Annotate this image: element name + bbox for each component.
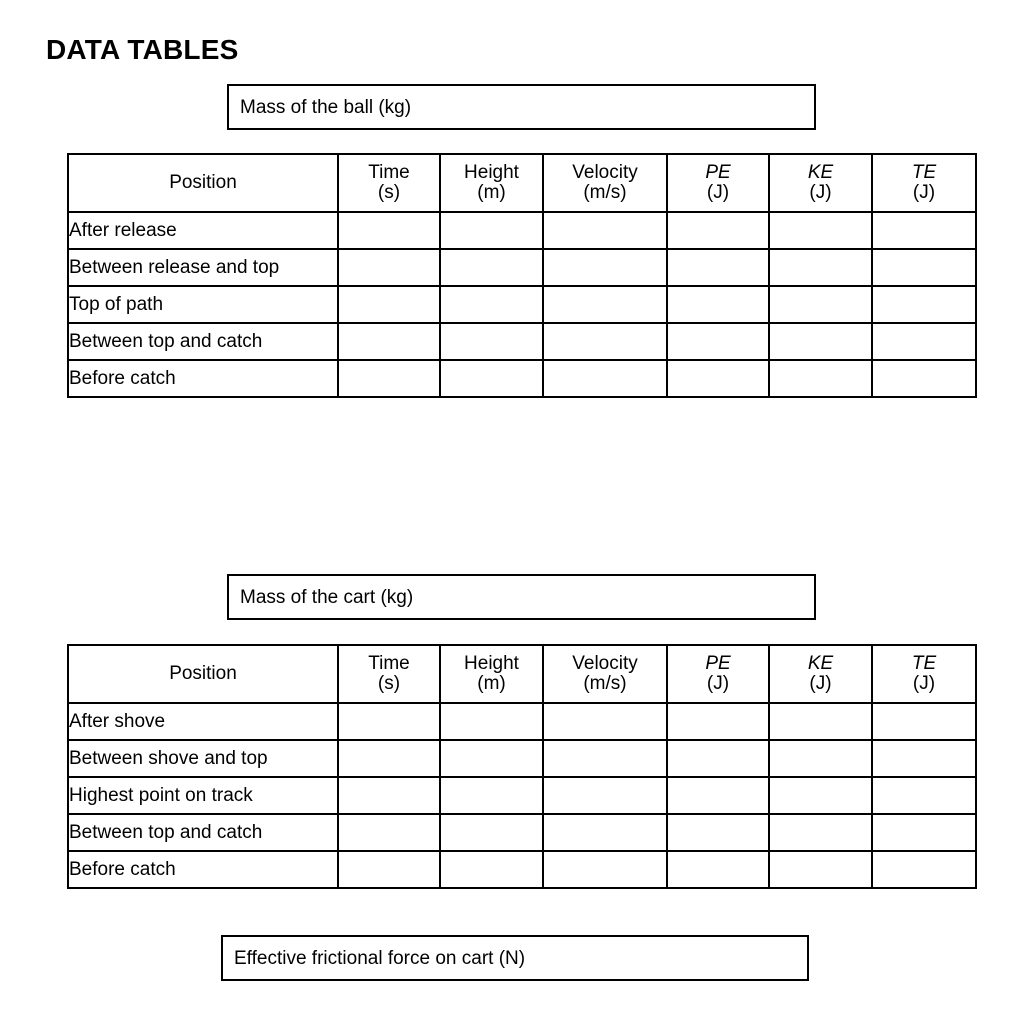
row-label: Before catch xyxy=(68,851,338,888)
header-row xyxy=(68,645,976,703)
table-row xyxy=(68,212,976,249)
position-header-label: Position xyxy=(169,172,237,193)
table-row xyxy=(68,360,976,397)
height-cell[interactable] xyxy=(440,851,543,888)
cart-table-body xyxy=(68,703,976,888)
mass-of-ball-label: Mass of the ball (kg) xyxy=(240,96,412,118)
ke-header-name: KE xyxy=(807,653,834,674)
mass-of-ball-field[interactable] xyxy=(227,84,816,130)
time-cell[interactable] xyxy=(338,851,440,888)
velocity-header xyxy=(543,645,667,703)
frictional-force-label: Effective frictional force on cart (N) xyxy=(234,947,526,969)
te-header-unit: (J) xyxy=(912,673,936,694)
velocity-cell[interactable] xyxy=(543,740,667,777)
velocity-header-unit: (m/s) xyxy=(583,673,627,694)
row-label: After release xyxy=(68,212,338,249)
ke-cell[interactable] xyxy=(769,323,872,360)
pe-header xyxy=(667,645,769,703)
height-cell[interactable] xyxy=(440,212,543,249)
pe-cell[interactable] xyxy=(667,851,769,888)
velocity-cell[interactable] xyxy=(543,360,667,397)
pe-cell[interactable] xyxy=(667,323,769,360)
time-header xyxy=(338,154,440,212)
height-cell[interactable] xyxy=(440,360,543,397)
velocity-cell[interactable] xyxy=(543,212,667,249)
position-header xyxy=(68,154,338,212)
te-cell[interactable] xyxy=(872,703,976,740)
time-cell[interactable] xyxy=(338,814,440,851)
ball-table-body xyxy=(68,212,976,397)
pe-cell[interactable] xyxy=(667,777,769,814)
time-header-unit: (s) xyxy=(377,182,401,203)
cart-data-table xyxy=(67,644,977,889)
row-label: Between shove and top xyxy=(68,740,338,777)
ke-header xyxy=(769,645,872,703)
time-header-name: Time xyxy=(368,653,410,674)
pe-cell[interactable] xyxy=(667,740,769,777)
table-row xyxy=(68,703,976,740)
velocity-cell[interactable] xyxy=(543,323,667,360)
position-header-label: Position xyxy=(169,663,237,684)
te-header-name: TE xyxy=(911,162,937,183)
height-cell[interactable] xyxy=(440,703,543,740)
pe-cell[interactable] xyxy=(667,286,769,323)
te-cell[interactable] xyxy=(872,286,976,323)
height-cell[interactable] xyxy=(440,249,543,286)
pe-header-name: PE xyxy=(705,162,731,183)
row-label: Highest point on track xyxy=(68,777,338,814)
pe-header xyxy=(667,154,769,212)
time-header-name: Time xyxy=(368,162,410,183)
header-row xyxy=(68,154,976,212)
te-header-unit: (J) xyxy=(912,182,936,203)
te-header xyxy=(872,154,976,212)
row-label: Between release and top xyxy=(68,249,338,286)
row-label: Top of path xyxy=(68,286,338,323)
pe-header-name: PE xyxy=(705,653,731,674)
ke-cell[interactable] xyxy=(769,740,872,777)
velocity-header xyxy=(543,154,667,212)
ke-header xyxy=(769,154,872,212)
pe-cell[interactable] xyxy=(667,360,769,397)
mass-of-cart-field[interactable] xyxy=(227,574,816,620)
pe-cell[interactable] xyxy=(667,814,769,851)
table-row xyxy=(68,249,976,286)
height-header xyxy=(440,645,543,703)
time-header xyxy=(338,645,440,703)
te-cell[interactable] xyxy=(872,212,976,249)
velocity-header-name: Velocity xyxy=(572,653,638,674)
row-label: Between top and catch xyxy=(68,814,338,851)
frictional-force-field[interactable] xyxy=(221,935,809,981)
velocity-cell[interactable] xyxy=(543,814,667,851)
ke-cell[interactable] xyxy=(769,851,872,888)
page-title: DATA TABLES xyxy=(46,34,239,65)
pe-cell[interactable] xyxy=(667,703,769,740)
ke-cell[interactable] xyxy=(769,249,872,286)
table-row xyxy=(68,323,976,360)
height-header xyxy=(440,154,543,212)
te-cell[interactable] xyxy=(872,249,976,286)
height-cell[interactable] xyxy=(440,814,543,851)
pe-header-unit: (J) xyxy=(706,673,730,694)
height-header-unit: (m) xyxy=(477,673,506,694)
height-cell[interactable] xyxy=(440,323,543,360)
table-row xyxy=(68,740,976,777)
ke-cell[interactable] xyxy=(769,212,872,249)
pe-cell[interactable] xyxy=(667,212,769,249)
height-cell[interactable] xyxy=(440,740,543,777)
time-cell[interactable] xyxy=(338,212,440,249)
pe-header-unit: (J) xyxy=(706,182,730,203)
height-header-name: Height xyxy=(464,162,519,183)
time-cell[interactable] xyxy=(338,777,440,814)
time-header-unit: (s) xyxy=(377,673,401,694)
te-cell[interactable] xyxy=(872,360,976,397)
height-cell[interactable] xyxy=(440,286,543,323)
table-row xyxy=(68,777,976,814)
ke-header-unit: (J) xyxy=(809,673,832,694)
table-row xyxy=(68,286,976,323)
position-header xyxy=(68,645,338,703)
te-cell[interactable] xyxy=(872,777,976,814)
pe-cell[interactable] xyxy=(667,249,769,286)
time-cell[interactable] xyxy=(338,740,440,777)
time-cell[interactable] xyxy=(338,360,440,397)
velocity-cell[interactable] xyxy=(543,777,667,814)
te-cell[interactable] xyxy=(872,740,976,777)
velocity-cell[interactable] xyxy=(543,249,667,286)
height-header-unit: (m) xyxy=(477,182,506,203)
row-label: After shove xyxy=(68,703,338,740)
time-cell[interactable] xyxy=(338,286,440,323)
te-cell[interactable] xyxy=(872,814,976,851)
ke-cell[interactable] xyxy=(769,360,872,397)
ke-header-name: KE xyxy=(807,162,834,183)
table-row xyxy=(68,814,976,851)
ke-cell[interactable] xyxy=(769,703,872,740)
time-cell[interactable] xyxy=(338,249,440,286)
velocity-cell[interactable] xyxy=(543,851,667,888)
ke-cell[interactable] xyxy=(769,777,872,814)
velocity-cell[interactable] xyxy=(543,703,667,740)
time-cell[interactable] xyxy=(338,323,440,360)
te-cell[interactable] xyxy=(872,851,976,888)
te-header xyxy=(872,645,976,703)
mass-of-cart-label: Mass of the cart (kg) xyxy=(240,586,414,608)
te-cell[interactable] xyxy=(872,323,976,360)
time-cell[interactable] xyxy=(338,703,440,740)
ke-cell[interactable] xyxy=(769,286,872,323)
height-header-name: Height xyxy=(464,653,519,674)
ball-data-table xyxy=(67,153,977,398)
row-label: Before catch xyxy=(68,360,338,397)
te-header-name: TE xyxy=(911,653,937,674)
ke-header-unit: (J) xyxy=(809,182,832,203)
velocity-cell[interactable] xyxy=(543,286,667,323)
table-row xyxy=(68,851,976,888)
ke-cell[interactable] xyxy=(769,814,872,851)
velocity-header-name: Velocity xyxy=(572,162,638,183)
height-cell[interactable] xyxy=(440,777,543,814)
row-label: Between top and catch xyxy=(68,323,338,360)
velocity-header-unit: (m/s) xyxy=(583,182,627,203)
